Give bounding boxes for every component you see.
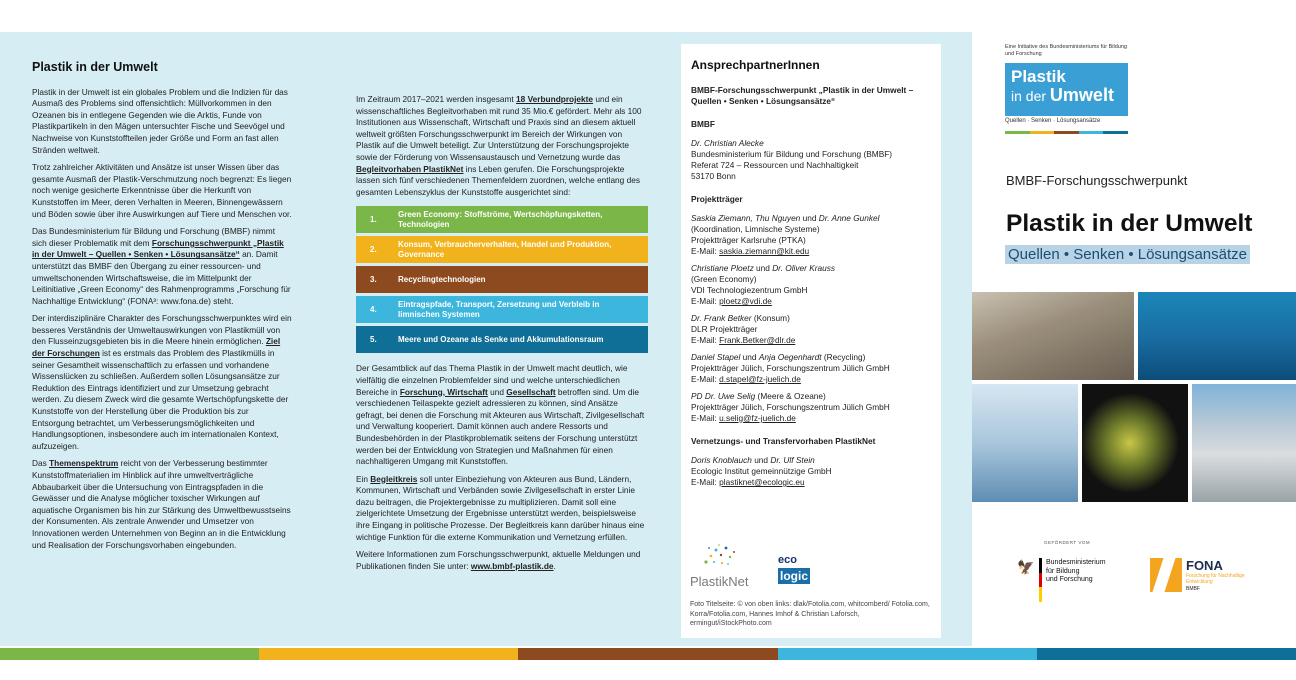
- paragraph: [356, 94, 648, 198]
- plastiknet-dots-icon: [700, 542, 740, 570]
- eagle-icon: 🦅: [1017, 559, 1035, 575]
- contact-line: Bundesministerium für Bildung und Forschung (BMBF): [691, 149, 893, 159]
- logo-line-2: [1011, 86, 1122, 105]
- text: Weitere Informationen zum Forschungsschwerpunkt, aktuelle Meldungen und Publikationen finden Sie unter:: [356, 549, 641, 571]
- stripe-segment: [0, 648, 259, 660]
- contact-bmbf: [691, 138, 931, 182]
- contact-name: Christiane Ploetz: [691, 263, 754, 273]
- text: (Meere & Ozeane): [755, 391, 826, 401]
- contact-ecologic: [691, 455, 931, 488]
- column-projects: [356, 94, 648, 578]
- photo-hand-granules: [972, 292, 1134, 380]
- text: Der interdisziplinäre Charakter des Forschungsschwerpunktes wird ein besseres Verständnis der Umweltauswirkungen von Plastikmüll von den Flusseinzugsgebieten bis in die Meere hinein ermöglichen.: [32, 313, 292, 347]
- photo-waste-bags: [1192, 384, 1296, 502]
- text: (Recycling): [821, 352, 866, 362]
- contact-name: Dr. Christian Alecke: [691, 138, 764, 148]
- section-title: Plastik in der Umwelt: [32, 60, 158, 74]
- logo-text: Umwelt: [1049, 85, 1114, 105]
- contact-title: AnsprechpartnerInnen: [691, 58, 820, 72]
- email-link[interactable]: u.selig@fz-juelich.de: [719, 413, 796, 423]
- theme-label: Konsum, Verbraucherverhalten, Handel und Produktion, Governance: [398, 239, 612, 259]
- contact-name: Dr. Ulf Stein: [770, 455, 815, 465]
- text: .: [553, 560, 556, 571]
- contact-intro: BMBF-Forschungsschwerpunkt „Plastik in der Umwelt – Quellen • Senken • Lösungsansätze“: [691, 85, 914, 106]
- paragraph: [356, 363, 648, 467]
- text: E-Mail:: [691, 296, 720, 306]
- link-forschung-wirtschaft[interactable]: Forschung, Wirtschaft: [399, 386, 488, 397]
- color-bar: [1005, 131, 1030, 134]
- contact-line: (Green Economy): [691, 274, 757, 284]
- contact-line: 53170 Bonn: [691, 171, 736, 181]
- text: Das Bundesministerium für Bildung und Forschung (BMBF) nimmt sich dieser Problematik mit dem: [32, 226, 276, 248]
- theme-number: 2.: [370, 244, 377, 254]
- cover-title: Plastik in der Umwelt: [1006, 210, 1253, 237]
- text: E-Mail:: [691, 374, 720, 384]
- photo-underwater-plastic: [1138, 292, 1296, 380]
- stripe-segment: [259, 648, 518, 660]
- link-gesellschaft[interactable]: Gesellschaft: [506, 386, 556, 397]
- contact-juelich-meere: [691, 391, 931, 424]
- contact-line: DLR Projektträger: [691, 324, 758, 334]
- email-link[interactable]: saskia.ziemann@kit.edu: [719, 246, 810, 256]
- color-bar: [1103, 131, 1128, 134]
- text: E-Mail:: [691, 246, 720, 256]
- fona-small-text: Forschung für Nachhaltige Entwicklung: [1186, 573, 1245, 585]
- text: Bundesministerium: [1046, 559, 1106, 566]
- plastik-umwelt-logo: [1005, 63, 1128, 116]
- contact-line: VDI Technologiezentrum GmbH: [691, 285, 808, 295]
- theme-label: Eintragspfade, Transport, Zersetzung und Verbleib in limnischen Systemen: [398, 299, 600, 319]
- contact-section-projekttraeger: Projektträger: [691, 194, 743, 204]
- logo-color-bars: [1005, 131, 1128, 134]
- link-forschungsschwerpunkt[interactable]: Forschungsschwerpunkt „Plastik in der Umwelt – Quellen • Senken • Lösungsansätze“: [32, 237, 284, 260]
- text: (Konsum): [751, 313, 790, 323]
- theme-number: 1.: [370, 214, 377, 224]
- paragraph: [356, 474, 648, 544]
- contact-vdi: [691, 263, 931, 307]
- text: und Forschung: [1046, 576, 1093, 583]
- stripe-segment: [518, 648, 777, 660]
- fona-text: FONA: [1186, 558, 1223, 573]
- text: ins Leben gerufen. Die Forschungsprojekte lassen sich fünf verschiedenen Themenfeldern zuordnen, welche entlang des gesamten Lebenszyklus der Kunststoffe ausgerichtet sind:: [356, 163, 640, 197]
- text: E-Mail:: [691, 413, 720, 423]
- stripe-segment: [1037, 648, 1296, 660]
- contact-line: Referat 724 – Ressourcen und Nachhaltigkeit: [691, 160, 859, 170]
- email-link[interactable]: d.stapel@fz-juelich.de: [719, 374, 801, 384]
- paragraph: [32, 226, 292, 307]
- color-bar: [1079, 131, 1104, 134]
- initiative-text: Eine Initiative des Bundesministeriums für Bildung und Forschung: [1005, 44, 1127, 57]
- contact-name: Dr. Anne Gunkel: [818, 213, 880, 223]
- link-verbundprojekte[interactable]: 18 Verbundprojekte: [516, 94, 594, 104]
- link-bmbf-plastik[interactable]: www.bmbf-plastik.de: [470, 560, 554, 571]
- text: an. Damit unterstützt das BMBF den Übergang zu einer ressourcen- und umweltschonenden Wirtschaftsweise, die im Mittelpunkt der Leitinitiative „Green Economy“ des Rahmenprogramms „Forschung für Nachhaltige Entwicklung“ (FONA³: www.fona.de) steht.: [32, 249, 291, 306]
- email-link[interactable]: ploetz@vdi.de: [719, 296, 772, 306]
- contact-name: Daniel Stapel: [691, 352, 741, 362]
- bmbf-logo: [1017, 556, 1127, 604]
- text: für Bildung: [1046, 567, 1080, 575]
- theme-label: Green Economy: Stoffströme, Wertschöpfungsketten, Technologien: [398, 209, 603, 229]
- link-themenspektrum[interactable]: Themenspektrum: [49, 458, 119, 469]
- contact-name: Saskia Ziemann, Thu Nguyen: [691, 213, 801, 223]
- text: Der Gesamtblick auf das Thema Plastik in der Umwelt macht deutlich, wie vielfältig die einzelnen Problemfelder sind und welche unterschiedlichen Bereiche in: [356, 363, 628, 397]
- logo-text: in der: [1011, 88, 1050, 104]
- theme-number: 4.: [370, 304, 377, 314]
- email-link[interactable]: plastiknet@ecologic.eu: [719, 477, 805, 487]
- plastiknet-logo: [690, 540, 760, 590]
- theme-item-3: [356, 266, 648, 293]
- paragraph: [356, 549, 648, 572]
- theme-item-2: [356, 236, 648, 263]
- fona-logo: [1150, 558, 1260, 598]
- funded-by-label: GEFÖRDERT VOM: [1044, 540, 1091, 545]
- contact-section-plastiknet: Vernetzungs- und Transfervorhaben PlastikNet: [691, 436, 876, 446]
- photo-plankton-microscope: [1082, 384, 1188, 502]
- theme-number: 3.: [370, 274, 377, 284]
- bmbf-logo-text: [1046, 559, 1106, 585]
- contact-name: Doris Knoblauch: [691, 455, 752, 465]
- color-bar: [1030, 131, 1055, 134]
- photo-supermarket-bottles: [972, 384, 1078, 502]
- german-flag-icon: [1039, 558, 1042, 602]
- text: betroffen sind. Um die verschiedenen Teilaspekte gezielt adressieren zu können, sind Ansätze gefragt, bei denen die Forschung mit Akteuren aus Wirtschaft, Zivilgesellschaft und Verwaltung kooperiert. Damit können auch andere Ressorts und Bundesbehörden in der Plastikproblematik seitens der Forschung unterstützt werden bei der Entwicklung von Strategien und Maßnahmen für einen nachhaltigeren Umgang mit Kunststoffen.: [356, 386, 645, 467]
- contact-dlr: [691, 313, 931, 346]
- theme-list: [356, 206, 648, 353]
- contact-name: PD Dr. Uwe Selig: [691, 391, 756, 401]
- contact-line: Projektträger Karlsruhe (PTKA): [691, 235, 806, 245]
- paragraph: Trotz zahlreicher Aktivitäten und Ansätze ist unser Wissen über das gesamte Ausmaß der Plastik-Verschmutzung noch begrenzt: Es liegen noch wenige gesicherte Erkenntnisse über die Herkunft von Kunststoffen im Meer, deren Verhalten in Meeren, Binnengewässern und Böden sowie über ihre Auswirkungen auf Tiere und Menschen vor.: [32, 162, 292, 219]
- link-plastiknet[interactable]: Begleitvorhaben PlastikNet: [356, 163, 464, 174]
- theme-number: 5.: [370, 334, 377, 344]
- text: und: [800, 213, 819, 223]
- contact-juelich-recycling: [691, 352, 931, 385]
- contact-line: (Koordination, Limnische Systeme): [691, 224, 820, 234]
- stripe-segment: [778, 648, 1037, 660]
- theme-label: Meere und Ozeane als Senke und Akkumulationsraum: [398, 334, 604, 344]
- text: E-Mail:: [691, 335, 720, 345]
- text: E-Mail:: [691, 477, 720, 487]
- contact-name: Dr. Frank Betker: [691, 313, 752, 323]
- text: soll unter Einbeziehung von Akteuren aus Bund, Ländern, Kommunen, Wirtschaft und Verbänden sowie Zivilgesellschaft in erster Linie dazu beitragen, die Projektergebnisse zu multiplizieren. Damit soll eine zielgerichtete Umsetzung der Ergebnisse unterstützt werden, beispielsweise ihre Eingang in politische Prozesse. Der Begleitkreis kann darüber hinaus eine wichtige Funktion für die externe Kommunikation und Vernetzung erfüllen.: [356, 473, 645, 542]
- photo-credit: Foto Titelseite: © von oben links: dlak/Fotolia.com, whitcomberd/ Fotolia.com, Korra/Fotolia.com, Hannes Imhof & Christian Laforsch, ermingut/iStockPhoto.com: [690, 601, 930, 627]
- logo-line-1: Plastik: [1011, 67, 1066, 86]
- theme-item-4: [356, 296, 648, 323]
- ecologic-logo-bottom: logic: [780, 569, 809, 583]
- text: und: [753, 263, 773, 273]
- color-bar: [1054, 131, 1079, 134]
- contact-section-bmbf: BMBF: [691, 119, 715, 129]
- email-link[interactable]: Frank.Betker@dlr.de: [719, 335, 796, 345]
- partner-logos: [690, 540, 940, 590]
- text: Ein: [356, 473, 371, 484]
- text: und: [740, 352, 759, 362]
- theme-label: Recyclingtechnologien: [398, 274, 486, 284]
- text: und ein wissenschaftliches Begleitvorhaben mit rund 35 Mio.€ gefördert. Mehr als 100 Institutionen aus Wissenschaft, Wirtschaft und Praxis sind an diesem aktuell weltweit größten Forschungsschwerpunkt im Bereich der Wirkungen von Plastik auf die Umwelt beteiligt. Zur Unterstützung der Forschungsprojekte sowie der Förderung von Wissensaustausch und Vernetzung wurde das: [356, 94, 642, 162]
- paragraph: [32, 458, 292, 551]
- bottom-color-stripe: [0, 648, 1296, 660]
- contact-name: Dr. Oliver Krauss: [772, 263, 836, 273]
- ecologic-logo: [778, 554, 818, 590]
- fona-n-icon: [1150, 558, 1182, 592]
- paragraph: Plastik in der Umwelt ist ein globales Problem und die Indizien für das Ausmaß des Problems sind offensichtlich: Müllvorkommen in den Ozeanen bis in entlegene Gegenden wie die Arktis, Funde von Plastikpartikeln in den Mägen untersuchter Fische und Seevögel und Nachweise von Kunststoffteilen jeder Größe und Form an fast allen Stränden weltweit.: [32, 86, 288, 155]
- contact-ptka: [691, 213, 931, 257]
- ecologic-logo-top: eco: [778, 554, 797, 566]
- contact-line: Projektträger Jülich, Forschungszentrum Jülich GmbH: [691, 363, 890, 373]
- theme-item-1: [356, 206, 648, 233]
- cover-subtitle: Quellen • Senken • Lösungsansätze: [1005, 245, 1250, 264]
- contact-line: Projektträger Jülich, Forschungszentrum Jülich GmbH: [691, 402, 890, 412]
- link-begleitkreis[interactable]: Begleitkreis: [370, 473, 418, 484]
- text: ist es erstmals das Problem des Plastikmülls in seiner Gesamtheit wissenschaftlich zu erfassen und vorhandene Wissenslücken zu schließen. Außerdem sollen Lösungsansätze zur Reduktion des Eintrags identifiziert und zur Umsetzung gebracht werden. Zu diesem Zweck wird die gesamte Wertschöpfungskette der Kunststoffe von der Herstellung über die Produktion bis zur Entsorgung betrachtet, um Verbesserungsmöglichkeiten und Handlungsoptionen, insbesondere auch im internationalen Kontext, aufzuzeigen.: [32, 348, 289, 451]
- fona-bmbf-text: BMBF: [1186, 586, 1200, 592]
- plastiknet-logo-text: PlastikNet: [690, 574, 749, 589]
- contact-name: Anja Oegenhardt: [758, 352, 822, 362]
- logo-subline: Quellen · Senken · Lösungsansätze: [1005, 118, 1101, 124]
- text: Das: [32, 458, 50, 469]
- theme-item-5: [356, 326, 648, 353]
- paragraph: [32, 313, 292, 452]
- text: Im Zeitraum 2017–2021 werden insgesamt: [356, 94, 517, 104]
- text: und: [487, 386, 507, 397]
- text: reicht von der Verbesserung bestimmter Kunststoffmaterialien im Hinblick auf ihre umweltverträgliche Abbaubarkeit über die Untersuchung von Eintragspfaden in die Gewässer und die Analyse möglicher toxischer Wirkungen auf aquatische Organismen bis hin zur Stärkung des Umweltbewusstseins der Konsumenten. Als zentrale Anwender und Umsetzer von Innovationen werden Unternehmen von Beginn an in die Entwicklung und Realisation der Forschungsvorhaben eingebunden.: [32, 458, 291, 550]
- link-ziel-der-forschungen[interactable]: Ziel der Forschungen: [32, 336, 281, 359]
- cover-kicker: BMBF-Forschungsschwerpunkt: [1006, 173, 1188, 188]
- text: und: [751, 455, 771, 465]
- column-intro: [32, 62, 292, 557]
- contact-line: Ecologic Institut gemeinnützige GmbH: [691, 466, 832, 476]
